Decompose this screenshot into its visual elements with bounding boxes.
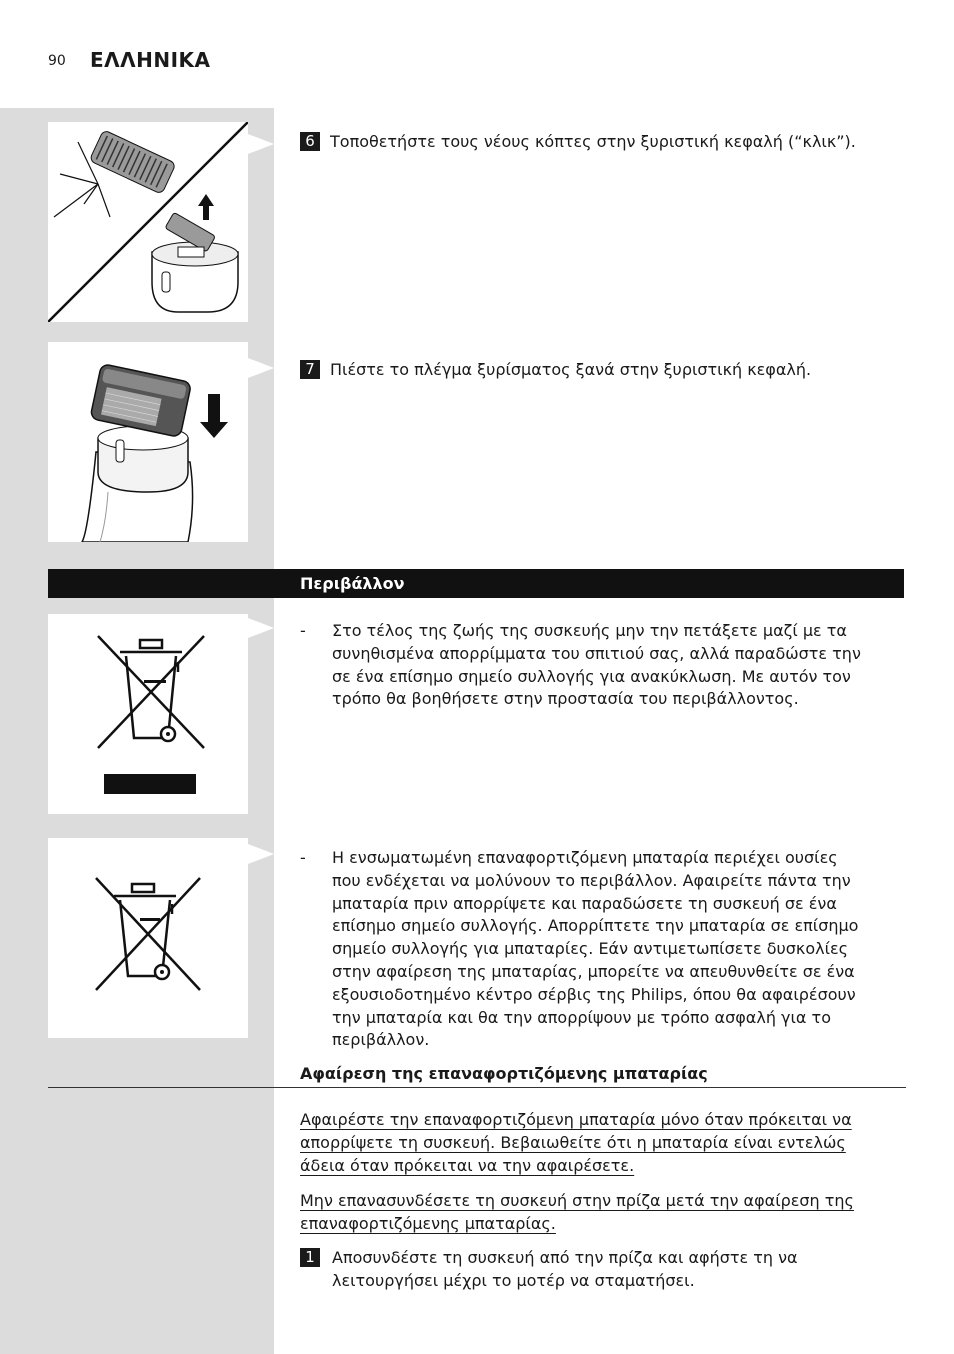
warning-do-not-reconnect [300,1189,904,1235]
step-text [332,1246,900,1292]
figure-pointer [248,618,274,638]
figure-pointer [248,844,274,864]
text-line: που ενδέχεται να μολύνουν το περιβάλλον. Αφαιρείτε πάντα την [332,870,851,890]
figure-weee-symbol [48,614,248,814]
figure-pointer [248,358,274,378]
bullet-text [332,620,902,711]
figure-press-foil [48,342,248,542]
figure-insert-cutters [48,122,248,322]
text-line: μπαταρία πριν απορρίψετε και παραδώσετε τη συσκευή σε ένα [332,893,837,913]
text-line: επίσημο σημείο συλλογής. Απορρίπτετε την μπαταρία σε επίσημο [332,916,859,936]
text-line: Αποσυνδέστε τη συσκευή από την πρίζα και αφήστε τη να [332,1248,798,1267]
step-number-badge: 7 [300,360,320,379]
text-line: την μπαταρία και θα την απορρίψουν με τρόπο ασφαλή για το [332,1007,831,1027]
step-number-badge: 6 [300,132,320,151]
text-line: τρόπο θα βοηθήσετε στην προστασία του περιβάλλοντος. [332,689,799,709]
text-line: συνηθισμένα απορρίμματα του σπιτιού σας, αλλά παραδώστε την [332,643,861,663]
text-line: Η ενσωματωμένη επαναφορτιζόμενη μπαταρία περιέχει ουσίες [332,848,838,867]
text-line: Αφαιρέστε την επαναφορτιζόμενη μπαταρία μόνο όταν πρόκειται να [300,1110,852,1129]
text-line: απορρίψετε τη συσκευή. Βεβαιωθείτε ότι η μπαταρία είναι εντελώς [300,1133,846,1152]
bullet-dash: - [300,848,306,867]
step-7 [300,358,900,381]
text-line: σημείο συλλογής για μπαταρίες. Εάν αντιμετωπίσετε δυσκολίες [332,939,849,959]
text-line: εξουσιοδοτημένο κέντρο σέρβις της Philips, όπου θα αφαιρέσουν [332,984,856,1004]
figure-pointer [248,134,274,154]
bullet-text [332,847,902,1052]
text-line: περιβάλλον. [332,1030,430,1050]
step-number-badge: 1 [300,1248,320,1267]
text-line: άδεια όταν πρόκειται να την αφαιρέσετε. [300,1156,635,1175]
step-text: Πιέστε το πλέγμα ξυρίσματος ξανά στην ξυριστική κεφαλή. [330,360,812,379]
figure-battery-bin-symbol [48,838,248,1038]
step-1 [300,1246,900,1292]
cutter-insert-illustration [48,122,248,322]
text-line: λειτουργήσει μέχρι το μοτέρ να σταματήσει. [332,1271,695,1290]
bullet-dash: - [300,621,306,640]
text-line: Μην επανασυνδέσετε τη συσκευή στην πρίζα μετά την αφαίρεση της [300,1191,854,1210]
foil-press-illustration [48,342,248,542]
step-text: Τοποθετήστε τους νέους κόπτες στην ξυριστική κεφαλή (“κλικ”). [330,132,856,151]
text-line: επαναφορτιζόμενης μπαταρίας. [300,1214,556,1233]
text-line: στην αφαίρεση της μπαταρίας, μπορείτε να απευθυνθείτε σε ένα [332,961,855,981]
horizontal-rule [48,1087,906,1088]
crossed-bin-icon [48,614,248,814]
crossed-battery-bin-icon [48,838,248,1038]
warning-remove-only-when-discarding [300,1108,904,1177]
text-line: σε ένα επίσημο σημείο συλλογής για ανακύκλωση. Με αυτόν τον [332,666,851,686]
page-number: 90 [48,53,66,69]
section-header-environment [48,569,904,598]
step-6 [300,130,900,153]
subheading-battery-removal: Αφαίρεση της επαναφορτιζόμενης μπαταρίας [300,1064,708,1083]
language-heading: ΕΛΛΗΝΙΚΑ [90,48,211,72]
text-line: Στο τέλος της ζωής της συσκευής μην την πετάξετε μαζί με τα [332,621,847,640]
section-title: Περιβάλλον [300,574,405,593]
